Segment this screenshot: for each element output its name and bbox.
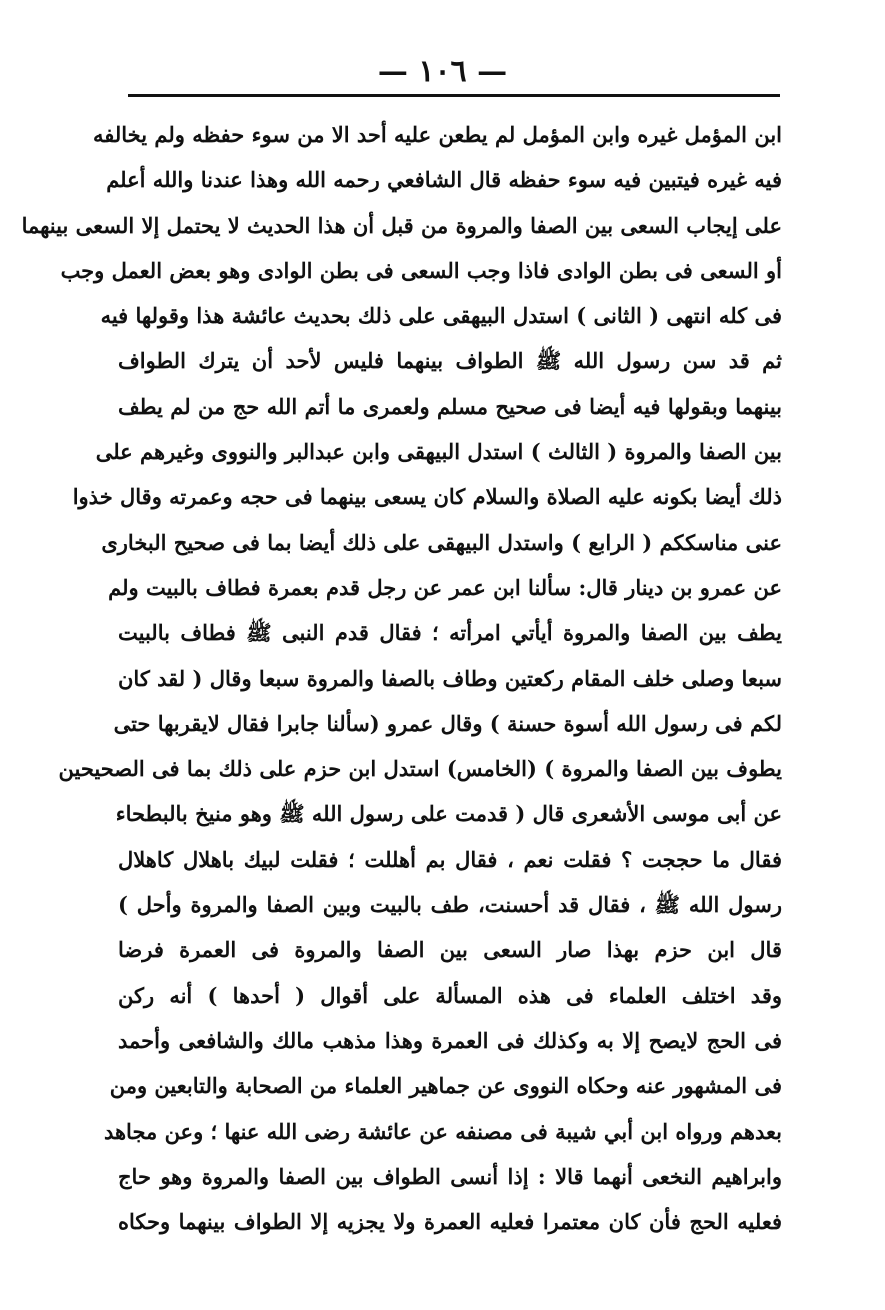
text-line: وقد اختلف العلماء فى هذه المسألة على أقوال ( أحدها ) أنه ركن (118, 982, 782, 1008)
text-line: يطف بين الصفا والمروة أيأتي امرأته ؛ فقال قدم النبى ﷺ فطاف بالبيت (118, 620, 782, 646)
text-line: قال ابن حزم بهذا صار السعى بين الصفا والمروة فى العمرة فرضا (118, 937, 782, 963)
text-line: عن عمرو بن دينار قال: سألنا ابن عمر عن رجل قدم بعمرة فطاف بالبيت ولم (108, 574, 782, 600)
text-line: بينهما وبقولها فيه أيضا فى صحيح مسلم ولعمرى ما أتم الله حج من لم يطف (118, 393, 782, 419)
text-line: عنى مناسككم ( الرابع ) واستدل البيهقى على ذلك أيضا بما فى صحيح البخارى (101, 529, 782, 555)
body-text (21, 112, 782, 1244)
text-line: يطوف بين الصفا والمروة ) (الخامس) استدل ابن حزم على ذلك بما فى الصحيحين (58, 756, 782, 782)
text-line: بين الصفا والمروة ( الثالث ) استدل البيهقى وابن عبدالبر والنووى وغيرهم على (95, 439, 782, 465)
text-line: سبعا وصلى خلف المقام ركعتين وطاف بالصفا والمروة سبعا وقال ( لقد كان (118, 665, 782, 691)
text-line: ثم قد سن رسول الله ﷺ الطواف بينهما فليس لأحد أن يترك الطواف (118, 348, 782, 374)
text-line: على إيجاب السعى بين الصفا والمروة من قبل أن هذا الحديث لا يحتمل إلا السعى بينهما (21, 212, 782, 238)
text-line: ذلك أيضا بكونه عليه الصلاة والسلام كان يسعى بينهما فى حجه وعمرته وقال خذوا (72, 484, 782, 510)
header-divider (128, 94, 780, 97)
text-line: ابن المؤمل غيره وابن المؤمل لم يطعن عليه أحد الا من سوء حفظه ولم يخالفه (92, 122, 782, 147)
text-line: بعدهم ورواه ابن أبي شيبة فى مصنفه عن عائشة رضى الله عنها ؛ وعن مجاهد (103, 1118, 782, 1144)
text-line: عن أبى موسى الأشعرى قال ( قدمت على رسول الله ﷺ وهو منيخ بالبطحاء (115, 801, 782, 827)
text-line: فقال ما حججت ؟ فقلت نعم ، فقال بم أهللت ؛ فقلت لبيك باهلال كاهلال (118, 846, 782, 872)
text-line: وابراهيم النخعى أنهما قالا : إذا أنسى الطواف بين الصفا والمروة وهو حاج (118, 1163, 782, 1189)
text-line: فيه غيره فيتبين فيه سوء حفظه قال الشافعي رحمه الله وهذا عندنا والله أعلم (106, 167, 782, 193)
text-line: فعليه الحج فأن كان معتمرا فعليه العمرة ولا يجزيه إلا الطواف بينهما وحكاه (118, 1209, 782, 1235)
text-line: أو السعى فى بطن الوادى فاذا وجب السعى فى بطن الوادى وهو بعض العمل وجب (60, 257, 782, 283)
text-line: فى المشهور عنه وحكاه النووى عن جماهير العلماء من الصحابة والتابعين ومن (109, 1073, 782, 1099)
page-number: — ١٠٦ — (377, 54, 508, 89)
text-line: فى كله انتهى ( الثانى ) استدل البيهقى على ذلك بحديث عائشة هذا وقولها فيه (100, 303, 782, 329)
text-line: لكم فى رسول الله أسوة حسنة ) وقال عمرو (سألنا جابرا فقال لايقربها حتى (113, 710, 782, 736)
text-line: فى الحج لايصح إلا به وكذلك فى العمرة وهذا مذهب مالك والشافعى وأحمد (118, 1027, 782, 1053)
text-line: رسول الله ﷺ ، فقال قد أحسنت، طف بالبيت وبين الصفا والمروة وأحل ) (118, 892, 782, 918)
